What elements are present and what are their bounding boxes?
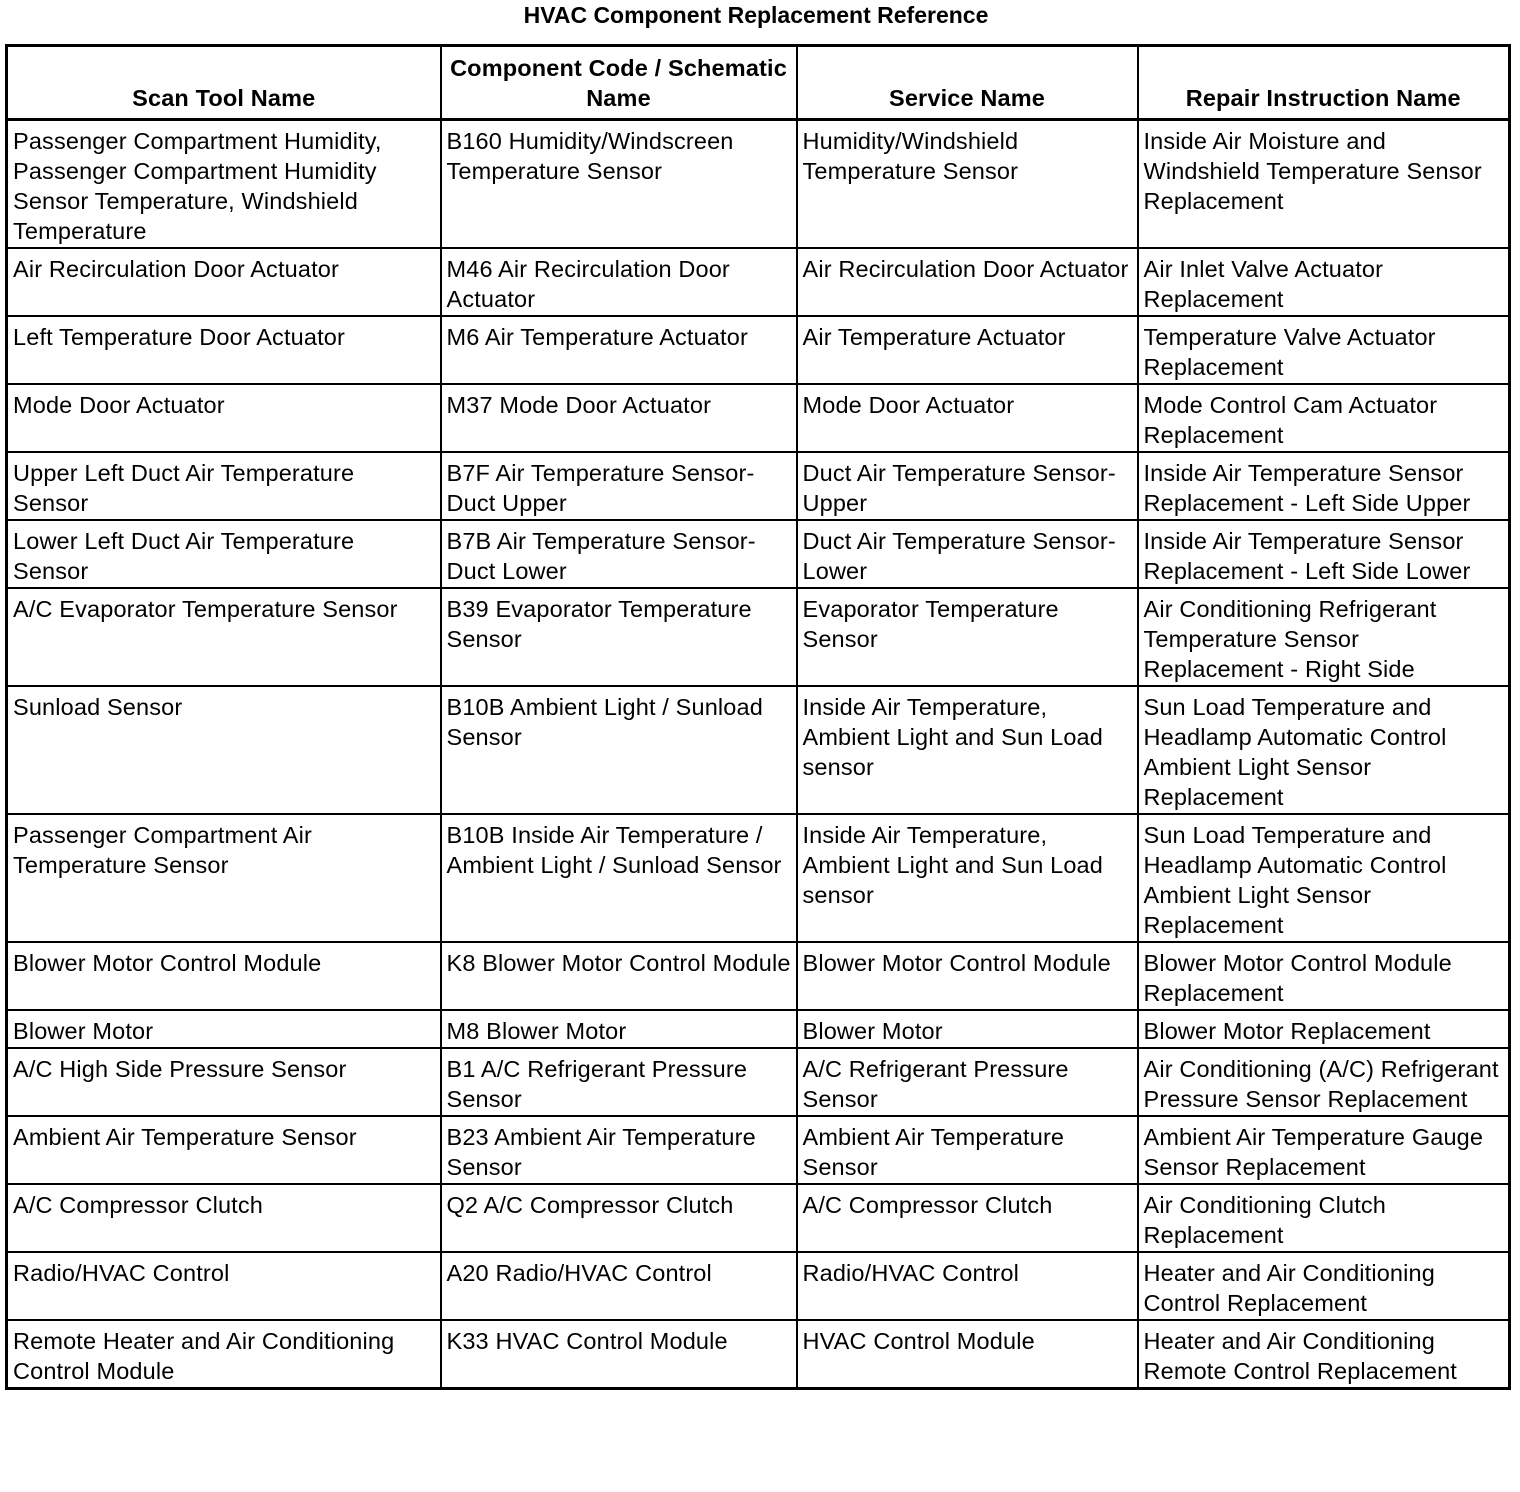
cell-repair-instruction: Blower Motor Replacement [1138, 1010, 1510, 1048]
cell-scan-tool-name: Air Recirculation Door Actuator [7, 248, 441, 316]
hvac-reference-table [5, 44, 1511, 1390]
cell-component-code: K33 HVAC Control Module [441, 1320, 797, 1389]
cell-service-name: Air Recirculation Door Actuator [797, 248, 1138, 316]
cell-service-name: Blower Motor [797, 1010, 1138, 1048]
table-row [7, 120, 1510, 249]
cell-component-code: M6 Air Temperature Actuator [441, 316, 797, 384]
table-row [7, 942, 1510, 1010]
cell-service-name: Duct Air Temperature Sensor-Lower [797, 520, 1138, 588]
cell-component-code: B23 Ambient Air Temperature Sensor [441, 1116, 797, 1184]
cell-scan-tool-name: Radio/HVAC Control [7, 1252, 441, 1320]
cell-component-code: B1 A/C Refrigerant Pressure Sensor [441, 1048, 797, 1116]
cell-service-name: Humidity/Windshield Temperature Sensor [797, 120, 1138, 249]
cell-scan-tool-name: Blower Motor Control Module [7, 942, 441, 1010]
cell-repair-instruction: Ambient Air Temperature Gauge Sensor Replacement [1138, 1116, 1510, 1184]
cell-service-name: Inside Air Temperature, Ambient Light and Sun Load sensor [797, 686, 1138, 814]
cell-service-name: Radio/HVAC Control [797, 1252, 1138, 1320]
cell-scan-tool-name: A/C Compressor Clutch [7, 1184, 441, 1252]
cell-component-code: B7B Air Temperature Sensor-Duct Lower [441, 520, 797, 588]
cell-service-name: Ambient Air Temperature Sensor [797, 1116, 1138, 1184]
table-row [7, 520, 1510, 588]
cell-repair-instruction: Inside Air Moisture and Windshield Temperature Sensor Replacement [1138, 120, 1510, 249]
cell-component-code: A20 Radio/HVAC Control [441, 1252, 797, 1320]
table-row [7, 814, 1510, 942]
cell-scan-tool-name: Lower Left Duct Air Temperature Sensor [7, 520, 441, 588]
cell-repair-instruction: Air Conditioning Clutch Replacement [1138, 1184, 1510, 1252]
cell-scan-tool-name: Ambient Air Temperature Sensor [7, 1116, 441, 1184]
table-row [7, 588, 1510, 686]
cell-service-name: HVAC Control Module [797, 1320, 1138, 1389]
table-header-row [7, 46, 1510, 120]
cell-scan-tool-name: A/C High Side Pressure Sensor [7, 1048, 441, 1116]
cell-component-code: B39 Evaporator Temperature Sensor [441, 588, 797, 686]
table-row [7, 1184, 1510, 1252]
cell-repair-instruction: Heater and Air Conditioning Remote Control Replacement [1138, 1320, 1510, 1389]
cell-component-code: Q2 A/C Compressor Clutch [441, 1184, 797, 1252]
cell-scan-tool-name: Blower Motor [7, 1010, 441, 1048]
table-row [7, 1048, 1510, 1116]
table-row [7, 1252, 1510, 1320]
cell-component-code: B160 Humidity/Windscreen Temperature Sensor [441, 120, 797, 249]
table-row [7, 248, 1510, 316]
cell-repair-instruction: Mode Control Cam Actuator Replacement [1138, 384, 1510, 452]
cell-repair-instruction: Blower Motor Control Module Replacement [1138, 942, 1510, 1010]
cell-service-name: A/C Refrigerant Pressure Sensor [797, 1048, 1138, 1116]
cell-component-code: B10B Ambient Light / Sunload Sensor [441, 686, 797, 814]
cell-scan-tool-name: Mode Door Actuator [7, 384, 441, 452]
cell-repair-instruction: Temperature Valve Actuator Replacement [1138, 316, 1510, 384]
header-service-name: Service Name [797, 46, 1138, 120]
page-title: HVAC Component Replacement Reference [523, 2, 989, 28]
cell-service-name: Mode Door Actuator [797, 384, 1138, 452]
header-scan-tool-name: Scan Tool Name [7, 46, 441, 120]
cell-component-code: M46 Air Recirculation Door Actuator [441, 248, 797, 316]
cell-scan-tool-name: Sunload Sensor [7, 686, 441, 814]
cell-service-name: A/C Compressor Clutch [797, 1184, 1138, 1252]
header-component-code: Component Code / Schematic Name [441, 46, 797, 120]
cell-repair-instruction: Sun Load Temperature and Headlamp Automatic Control Ambient Light Sensor Replacement [1138, 814, 1510, 942]
table-row [7, 1320, 1510, 1389]
cell-scan-tool-name: Passenger Compartment Humidity, Passenger Compartment Humidity Sensor Temperature, Windshield Temperature [7, 120, 441, 249]
cell-repair-instruction: Air Inlet Valve Actuator Replacement [1138, 248, 1510, 316]
cell-component-code: B7F Air Temperature Sensor-Duct Upper [441, 452, 797, 520]
cell-repair-instruction: Inside Air Temperature Sensor Replacement - Left Side Upper [1138, 452, 1510, 520]
table-row [7, 686, 1510, 814]
cell-scan-tool-name: Passenger Compartment Air Temperature Sensor [7, 814, 441, 942]
header-repair-instruction-name: Repair Instruction Name [1138, 46, 1510, 120]
table-row [7, 384, 1510, 452]
cell-scan-tool-name: Left Temperature Door Actuator [7, 316, 441, 384]
cell-component-code: M8 Blower Motor [441, 1010, 797, 1048]
cell-component-code: K8 Blower Motor Control Module [441, 942, 797, 1010]
cell-scan-tool-name: Upper Left Duct Air Temperature Sensor [7, 452, 441, 520]
cell-scan-tool-name: Remote Heater and Air Conditioning Control Module [7, 1320, 441, 1389]
cell-scan-tool-name: A/C Evaporator Temperature Sensor [7, 588, 441, 686]
cell-repair-instruction: Air Conditioning (A/C) Refrigerant Pressure Sensor Replacement [1138, 1048, 1510, 1116]
cell-service-name: Duct Air Temperature Sensor-Upper [797, 452, 1138, 520]
cell-repair-instruction: Heater and Air Conditioning Control Replacement [1138, 1252, 1510, 1320]
cell-component-code: M37 Mode Door Actuator [441, 384, 797, 452]
table-row [7, 1010, 1510, 1048]
table-row [7, 316, 1510, 384]
cell-repair-instruction: Air Conditioning Refrigerant Temperature Sensor Replacement - Right Side [1138, 588, 1510, 686]
cell-service-name: Air Temperature Actuator [797, 316, 1138, 384]
table-row [7, 452, 1510, 520]
table-row [7, 1116, 1510, 1184]
cell-service-name: Evaporator Temperature Sensor [797, 588, 1138, 686]
cell-component-code: B10B Inside Air Temperature / Ambient Light / Sunload Sensor [441, 814, 797, 942]
cell-repair-instruction: Inside Air Temperature Sensor Replacement - Left Side Lower [1138, 520, 1510, 588]
cell-repair-instruction: Sun Load Temperature and Headlamp Automatic Control Ambient Light Sensor Replacement [1138, 686, 1510, 814]
cell-service-name: Inside Air Temperature, Ambient Light and Sun Load sensor [797, 814, 1138, 942]
cell-service-name: Blower Motor Control Module [797, 942, 1138, 1010]
